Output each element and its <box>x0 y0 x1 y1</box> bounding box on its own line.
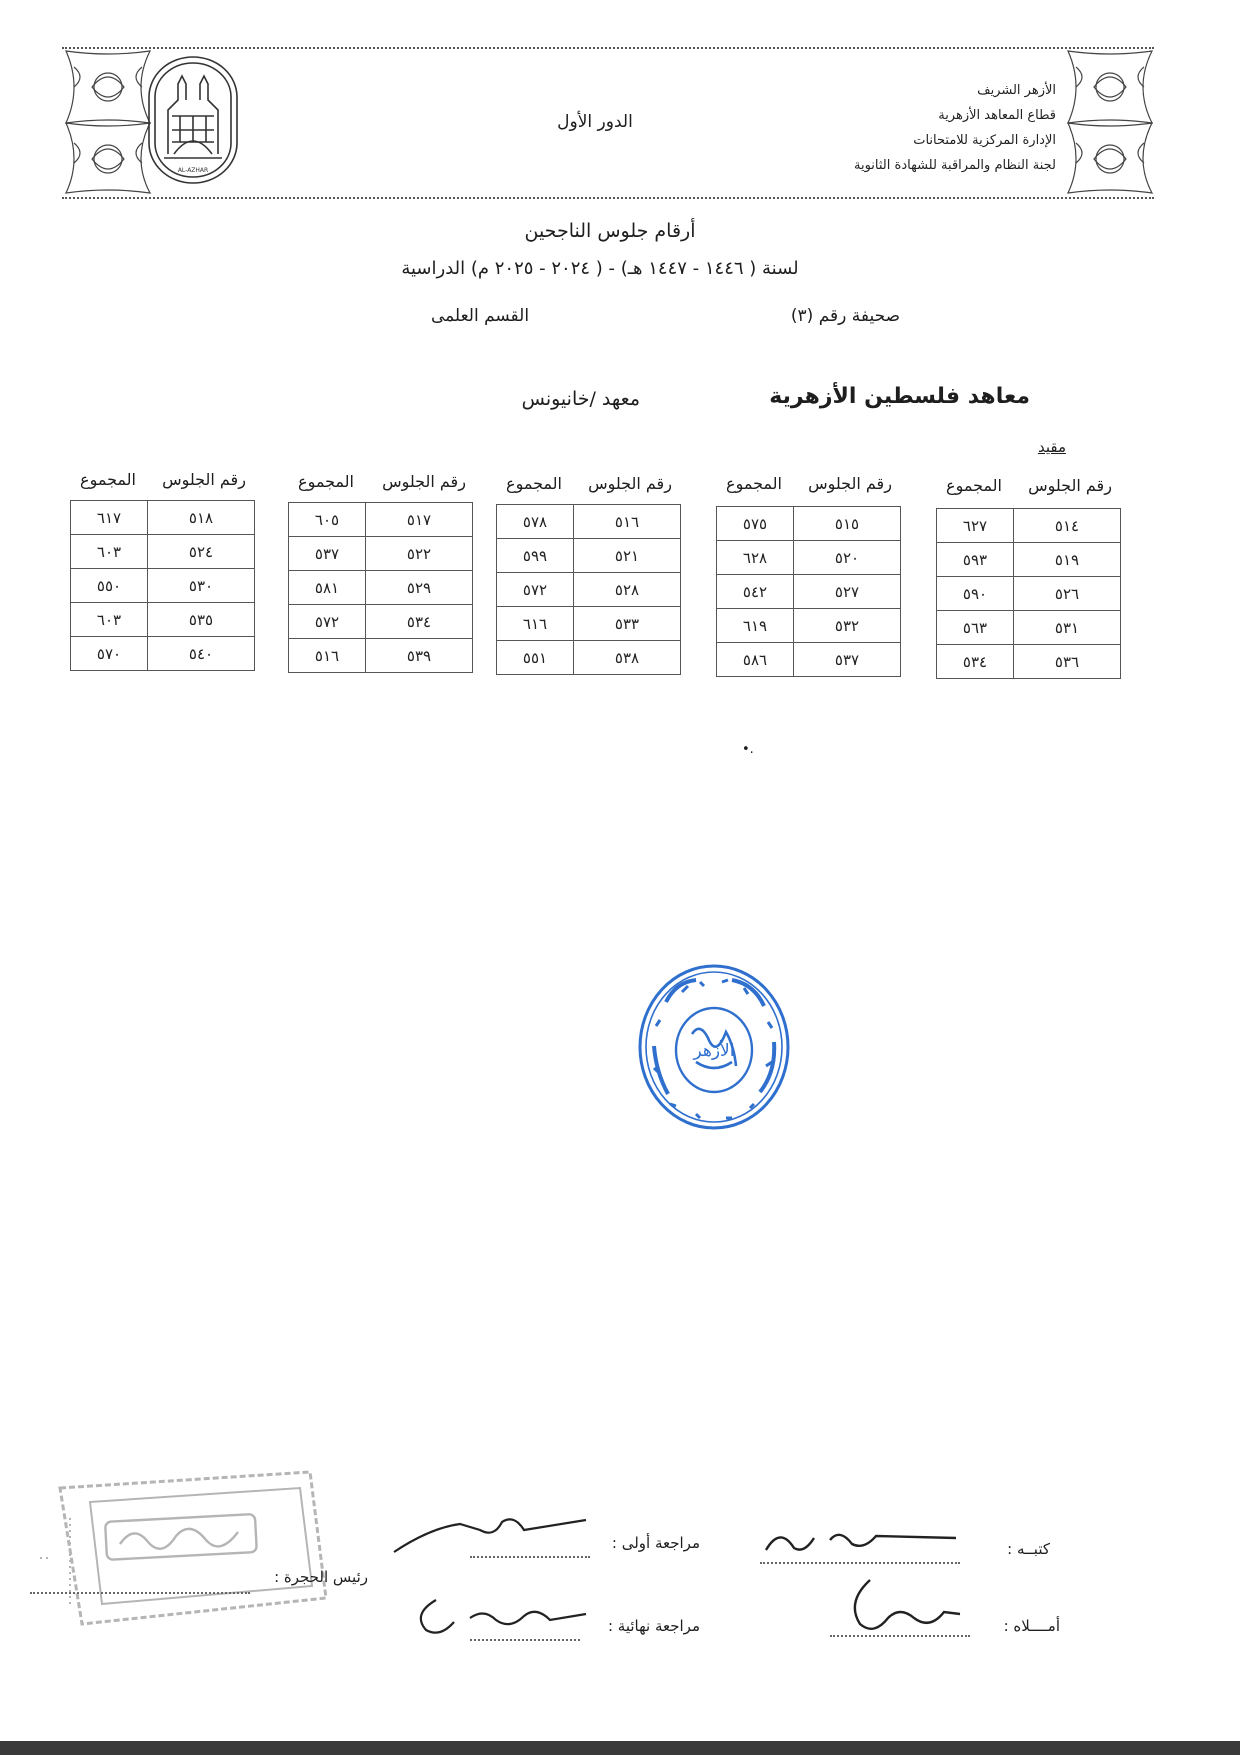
total-score: ٥٤٢ <box>717 575 794 609</box>
org-line-2: قطاع المعاهد الأزهرية <box>938 108 1056 123</box>
table-row <box>289 537 473 571</box>
seat-number: ٥٢٢ <box>366 537 473 571</box>
room-head-line <box>30 1590 250 1594</box>
table-row <box>71 569 255 603</box>
seat-number: ٥٢٧ <box>794 575 901 609</box>
col-head-seat: رقم الجلوس <box>808 474 892 493</box>
total-score: ٦١٩ <box>717 609 794 643</box>
first-review-signature <box>390 1508 590 1558</box>
total-score: ٥٧٨ <box>497 505 574 539</box>
table-row <box>717 643 901 677</box>
sheet-number: صحيفة رقم (٣) <box>790 306 900 326</box>
table-row <box>497 573 681 607</box>
table-row <box>937 611 1121 645</box>
col-head-total: المجموع <box>946 476 1002 495</box>
seat-number: ٥١٦ <box>574 505 681 539</box>
table-row <box>937 543 1121 577</box>
table-row <box>497 641 681 675</box>
seat-number: ٥٢٩ <box>366 571 473 605</box>
first-review-label: مراجعة أولى : <box>611 1534 700 1552</box>
total-score: ٦٠٣ <box>71 603 148 637</box>
table-row <box>289 571 473 605</box>
total-score: ٥٣٤ <box>937 645 1014 679</box>
org-line-3: الإدارة المركزية للامتحانات <box>913 133 1056 148</box>
svg-text:الأزهر: الأزهر <box>693 1041 735 1061</box>
table-row <box>289 605 473 639</box>
table-row <box>937 577 1121 611</box>
total-score: ٥٩٩ <box>497 539 574 573</box>
table-row <box>71 501 255 535</box>
table-row <box>289 503 473 537</box>
total-score: ٥٧٥ <box>717 507 794 541</box>
corner-ornament-right <box>1064 47 1156 197</box>
dictated-by-signature <box>840 1572 970 1638</box>
col-head-seat: رقم الجلوس <box>1028 476 1112 495</box>
seat-number: ٥٣٧ <box>794 643 901 677</box>
seat-number: ٥٣٤ <box>366 605 473 639</box>
table-row <box>71 603 255 637</box>
total-score: ٦٢٧ <box>937 509 1014 543</box>
seat-number: ٥١٨ <box>148 501 255 535</box>
total-score: ٦١٦ <box>497 607 574 641</box>
seat-number: ٥١٥ <box>794 507 901 541</box>
seat-number: ٥٢٤ <box>148 535 255 569</box>
total-score: ٦٠٥ <box>289 503 366 537</box>
seat-number: ٥٣٣ <box>574 607 681 641</box>
total-score: ٥٩٣ <box>937 543 1014 577</box>
table-row <box>937 509 1121 543</box>
org-line-4: لجنة النظام والمراقبة للشهادة الثانوية <box>854 158 1056 173</box>
col-head-seat: رقم الجلوس <box>162 470 246 489</box>
exam-round-label: الدور الأول <box>557 112 633 132</box>
total-score: ٥٥٠ <box>71 569 148 603</box>
written-by-signature <box>760 1520 960 1560</box>
results-table-2 <box>716 506 901 677</box>
final-review-signature <box>410 1590 590 1642</box>
total-score: ٥٨١ <box>289 571 366 605</box>
institute-label: معهد /خانيونس <box>521 388 640 410</box>
table-row <box>717 507 901 541</box>
total-score: ٦١٧ <box>71 501 148 535</box>
page-title: أرقام جلوس الناجحين <box>524 220 696 242</box>
col-head-total: المجموع <box>298 472 354 491</box>
table-row <box>937 645 1121 679</box>
total-score: ٥٧٢ <box>497 573 574 607</box>
total-score: ٥٧٢ <box>289 605 366 639</box>
dictated-by-label: أمــــلاه : <box>1003 1617 1060 1635</box>
seat-number: ٥٢٨ <box>574 573 681 607</box>
seat-number: ٥٢٠ <box>794 541 901 575</box>
total-score: ٥٧٠ <box>71 637 148 671</box>
table-row <box>717 541 901 575</box>
col-head-total: المجموع <box>506 474 562 493</box>
total-score: ٥٨٦ <box>717 643 794 677</box>
total-score: ٥٦٣ <box>937 611 1014 645</box>
results-table-3 <box>496 504 681 675</box>
seat-number: ٥٢٦ <box>1014 577 1121 611</box>
region-label: معاهد فلسطين الأزهرية <box>769 384 1030 409</box>
org-line-1: الأزهر الشريف <box>977 83 1056 98</box>
room-head-label: رئيس الحجرة : <box>274 1568 368 1586</box>
total-score: ٦٠٣ <box>71 535 148 569</box>
seat-number: ٥٢١ <box>574 539 681 573</box>
seat-number: ٥١٩ <box>1014 543 1121 577</box>
col-head-total: المجموع <box>80 470 136 489</box>
seat-number: ٥١٧ <box>366 503 473 537</box>
total-score: ٥٥١ <box>497 641 574 675</box>
table-row <box>289 639 473 673</box>
committee-stamp-icon <box>30 1448 330 1636</box>
total-score: ٥٣٧ <box>289 537 366 571</box>
total-score: ٥١٦ <box>289 639 366 673</box>
status-label: مقيد <box>1037 438 1066 456</box>
col-head-total: المجموع <box>726 474 782 493</box>
seat-number: ٥٤٠ <box>148 637 255 671</box>
written-by-line <box>760 1560 960 1564</box>
seat-number: ٥١٤ <box>1014 509 1121 543</box>
official-stamp-icon <box>636 962 792 1132</box>
col-head-seat: رقم الجلوس <box>382 472 466 491</box>
table-row <box>717 609 901 643</box>
seat-number: ٥٣٨ <box>574 641 681 675</box>
table-row <box>497 505 681 539</box>
academic-year: لسنة ( ١٤٤٦ - ١٤٤٧ هـ) - ( ٢٠٢٤ - ٢٠٢٥ م) الدراسية <box>401 258 799 279</box>
stray-mark: •. <box>742 742 754 757</box>
seat-number: ٥٣٥ <box>148 603 255 637</box>
svg-text:AL-AZHAR: AL-AZHAR <box>177 167 209 174</box>
seat-number: ٥٣٢ <box>794 609 901 643</box>
seat-number: ٥٣١ <box>1014 611 1121 645</box>
results-table-1 <box>936 508 1121 679</box>
seat-number: ٥٣٠ <box>148 569 255 603</box>
written-by-label: كتبــه : <box>1007 1540 1050 1558</box>
results-table-4 <box>288 502 473 673</box>
col-head-seat: رقم الجلوس <box>588 474 672 493</box>
table-row <box>71 637 255 671</box>
total-score: ٥٩٠ <box>937 577 1014 611</box>
results-table-5 <box>70 500 255 671</box>
corner-ornament-left <box>62 47 154 197</box>
section-label: القسم العلمى <box>430 306 530 326</box>
seat-number: ٥٣٦ <box>1014 645 1121 679</box>
scan-edge-bar <box>0 1741 1240 1755</box>
final-review-label: مراجعة نهائية : <box>607 1617 700 1635</box>
table-row <box>71 535 255 569</box>
al-azhar-emblem <box>146 54 240 186</box>
table-row <box>717 575 901 609</box>
table-row <box>497 607 681 641</box>
total-score: ٦٢٨ <box>717 541 794 575</box>
table-row <box>497 539 681 573</box>
seat-number: ٥٣٩ <box>366 639 473 673</box>
